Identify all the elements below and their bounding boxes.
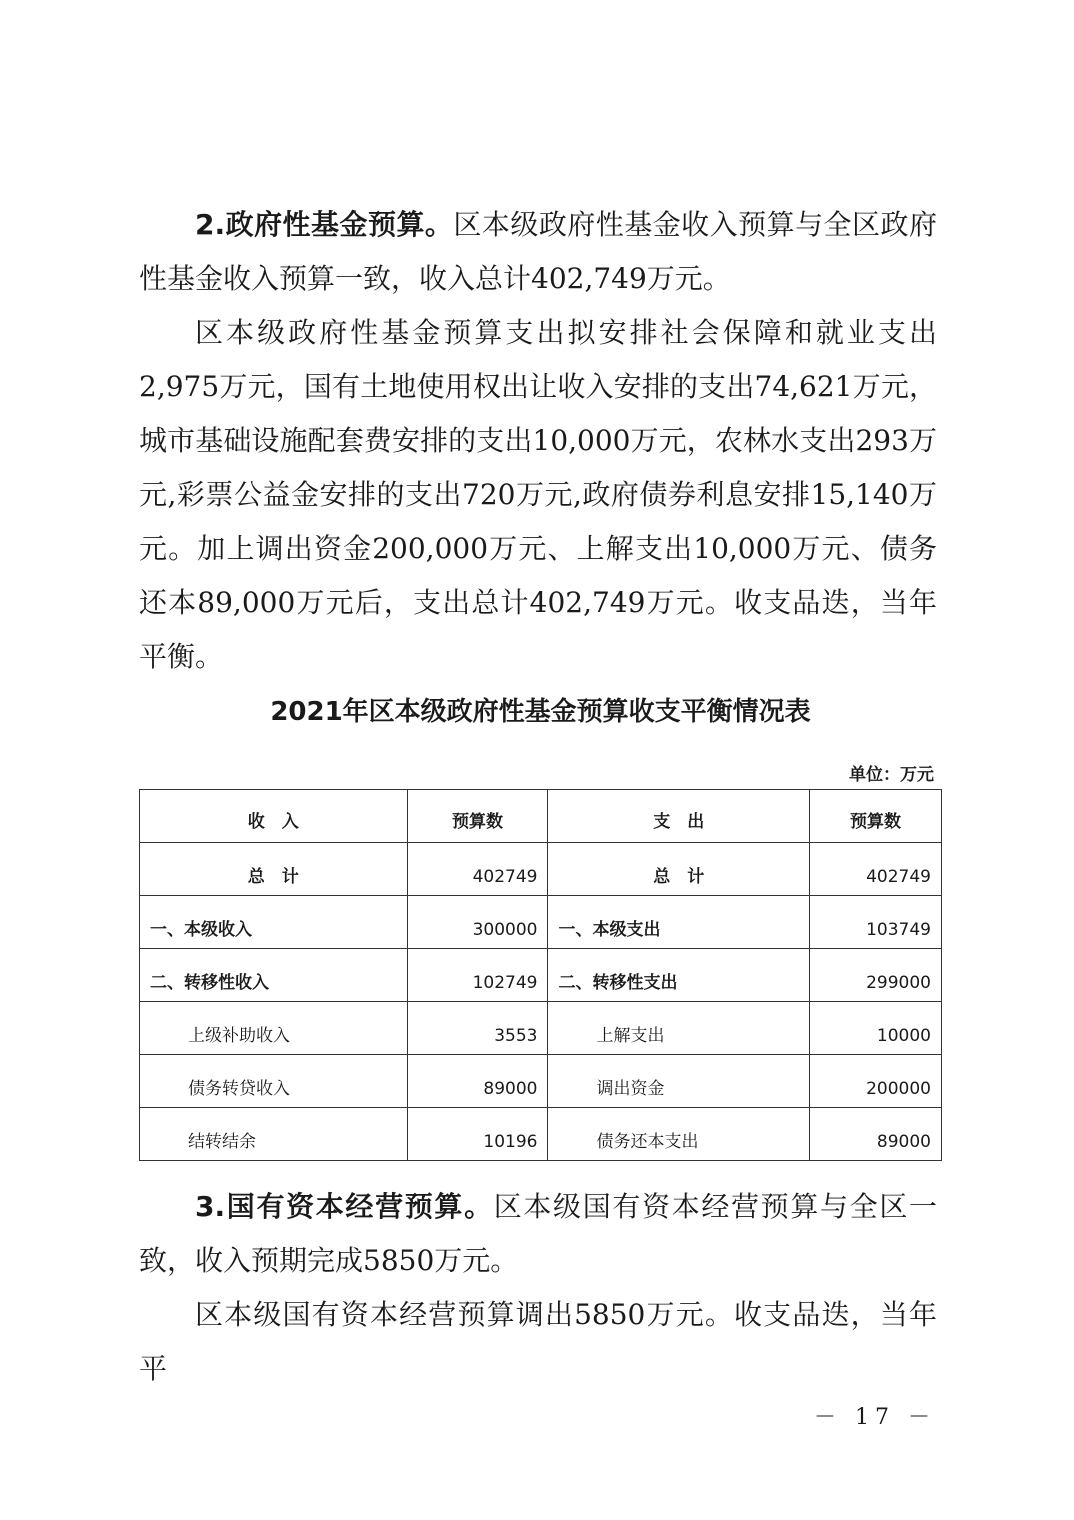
section3-paragraph <box>139 1180 937 1288</box>
row-income-label: 结转结余 <box>140 1108 408 1161</box>
row-income-amount: 300000 <box>407 896 548 949</box>
section2-intro: 区本级政府性基金收入预算与全区政府性基金收入预算一致，收入总计402,749万元。 <box>139 208 937 295</box>
row-expense-amount: 299000 <box>810 949 942 1002</box>
page-number: － 17 － <box>814 1405 936 1430</box>
section3-intro: 区本级国有资本经营预算与全区一致，收入预期完成5850万元。 <box>139 1190 937 1277</box>
row-expense-label: 二、转移性支出 <box>548 949 810 1002</box>
section2-detail: 区本级政府性基金预算支出拟安排社会保障和就业支出2,975万元，国有土地使用权出让收入安排的支出74,621万元，城市基础设施配套费安排的支出10,000万元，农林水支出293万元,彩票公益金安排的支出720万元,政府债券利息安排15,140万元。加上调出资金200,000万元、上解支出10,000万元、债务还本89,000万元后，支出总计402,749万元。收支品迭，当年平衡。 <box>139 316 937 673</box>
row-income-label: 一、本级收入 <box>140 896 408 949</box>
table-row <box>140 896 942 949</box>
section2-paragraph <box>139 198 937 306</box>
table-title: 2021年区本级政府性基金预算收支平衡情况表 <box>270 697 811 727</box>
budget-table <box>139 789 942 1161</box>
section3-detail: 区本级国有资本经营预算调出5850万元。收支品迭，当年平 <box>139 1298 937 1385</box>
row-expense-label: 一、本级支出 <box>548 896 810 949</box>
table-row <box>140 1108 942 1161</box>
section2-heading: 2.政府性基金预算。 <box>195 208 454 241</box>
header-expense: 支 出 <box>548 790 810 843</box>
row-expense-label: 上解支出 <box>548 1002 810 1055</box>
row-income-label: 总 计 <box>140 843 408 896</box>
row-income-label: 上级补助收入 <box>140 1002 408 1055</box>
row-income-label: 二、转移性收入 <box>140 949 408 1002</box>
row-expense-amount: 103749 <box>810 896 942 949</box>
row-income-amount: 10196 <box>407 1108 548 1161</box>
row-income-amount: 89000 <box>407 1055 548 1108</box>
row-expense-amount: 89000 <box>810 1108 942 1161</box>
table-header-row <box>140 790 942 843</box>
row-expense-amount: 402749 <box>810 843 942 896</box>
header-income-amount: 预算数 <box>407 790 548 843</box>
row-income-label: 债务转贷收入 <box>140 1055 408 1108</box>
section3-heading: 3.国有资本经营预算。 <box>195 1190 494 1223</box>
row-expense-label: 总 计 <box>548 843 810 896</box>
table-row <box>140 1002 942 1055</box>
row-income-amount: 402749 <box>407 843 548 896</box>
row-expense-label: 调出资金 <box>548 1055 810 1108</box>
header-income: 收 入 <box>140 790 408 843</box>
row-expense-amount: 200000 <box>810 1055 942 1108</box>
row-expense-amount: 10000 <box>810 1002 942 1055</box>
header-expense-amount: 预算数 <box>810 790 942 843</box>
row-income-amount: 102749 <box>407 949 548 1002</box>
row-expense-label: 债务还本支出 <box>548 1108 810 1161</box>
table-row <box>140 949 942 1002</box>
row-income-amount: 3553 <box>407 1002 548 1055</box>
table-row <box>140 1055 942 1108</box>
table-unit: 单位：万元 <box>849 765 934 785</box>
table-row <box>140 843 942 896</box>
